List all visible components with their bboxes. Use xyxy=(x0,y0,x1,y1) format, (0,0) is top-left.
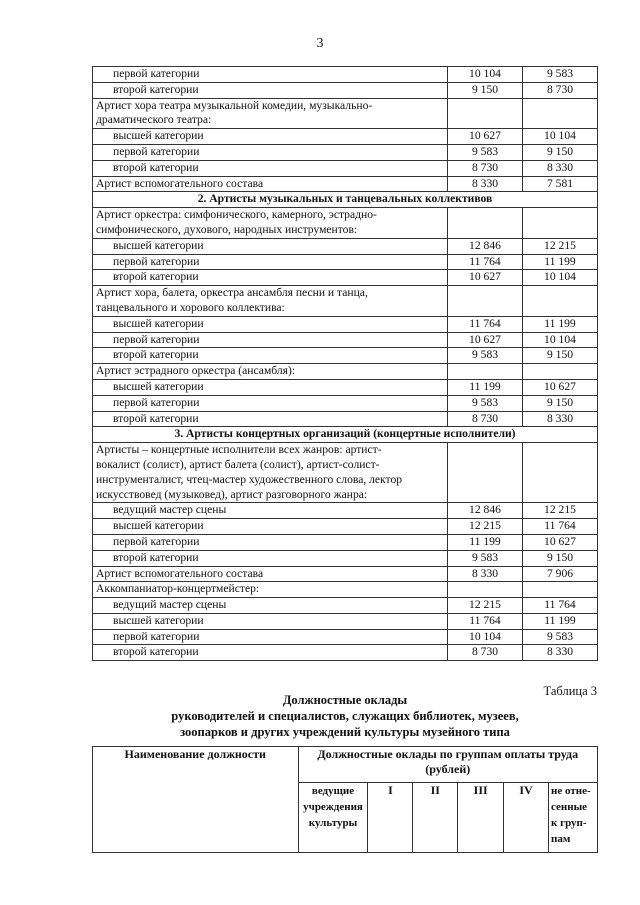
position-name: Артисты – концертные исполнители всех жанров: артист- вокалист (солист), артист балета (солист), артист-солист- инструменталист, чтец-мастер художественного слова, лектор искусствовед (музыковед), артист разговорного жанра: xyxy=(93,443,448,503)
table-row xyxy=(93,503,598,519)
table-row xyxy=(93,395,598,411)
header-unassigned: не отне-сенные к груп-пам xyxy=(549,783,598,853)
table-row xyxy=(93,67,598,83)
salary-value-col1: 12 846 xyxy=(448,238,523,254)
header-group-3: III xyxy=(458,783,504,853)
salary-value-col2: 8 730 xyxy=(523,82,598,98)
table-row xyxy=(93,364,598,380)
header-position-name: Наименование должности xyxy=(93,747,299,853)
salary-value-col2 xyxy=(523,582,598,598)
salary-value-col1: 11 199 xyxy=(448,534,523,550)
position-name: Артист хора, балета, оркестра ансамбля песни и танца, танцевального и хорового коллектива: xyxy=(93,286,448,317)
header-group-2: II xyxy=(413,783,458,853)
salary-value-col1: 9 583 xyxy=(448,144,523,160)
table-title: Должностные оклады руководителей и специалистов, служащих библиотек, музеев, зоопарков и других учреждений культуры музейного типа xyxy=(171,693,519,739)
position-name: первой категории xyxy=(93,395,448,411)
position-name: второй категории xyxy=(93,411,448,427)
table-row xyxy=(93,534,598,550)
salary-value-col1: 11 764 xyxy=(448,613,523,629)
position-name: Артист хора театра музыкальной комедии, музыкально- драматического театра: xyxy=(93,98,448,129)
table-row xyxy=(93,443,598,503)
salary-value-col2: 9 583 xyxy=(523,629,598,645)
salary-value-col2: 11 199 xyxy=(523,316,598,332)
table-row xyxy=(93,286,598,317)
position-name: Артист вспомогательного состава xyxy=(93,176,448,192)
table-label: Таблица 3 xyxy=(543,684,597,698)
salary-value-col2: 8 330 xyxy=(523,411,598,427)
salary-value-col1: 10 104 xyxy=(448,67,523,83)
salary-value-col1 xyxy=(448,364,523,380)
table-row xyxy=(93,645,598,661)
salary-value-col1: 8 330 xyxy=(448,176,523,192)
salary-value-col2: 10 104 xyxy=(523,270,598,286)
position-name: Аккомпаниатор-концертмейстер: xyxy=(93,582,448,598)
header-leading-institutions: ведущие учреждения культуры xyxy=(298,783,368,853)
section-header-row xyxy=(93,192,598,208)
position-name: высшей категории xyxy=(93,316,448,332)
position-name: второй категории xyxy=(93,348,448,364)
position-name: высшей категории xyxy=(93,613,448,629)
position-name: ведущий мастер сцены xyxy=(93,503,448,519)
table-row xyxy=(93,379,598,395)
salary-value-col1: 9 583 xyxy=(448,550,523,566)
salary-value-col1: 11 199 xyxy=(448,379,523,395)
table-row xyxy=(93,316,598,332)
salary-value-col2: 10 104 xyxy=(523,332,598,348)
salary-value-col1: 8 730 xyxy=(448,160,523,176)
table-row xyxy=(93,176,598,192)
salary-value-col1: 11 764 xyxy=(448,254,523,270)
table-row xyxy=(93,238,598,254)
position-name: высшей категории xyxy=(93,129,448,145)
salary-value-col2: 9 150 xyxy=(523,550,598,566)
position-name: первой категории xyxy=(93,254,448,270)
salary-table-continued xyxy=(92,66,598,661)
position-name: первой категории xyxy=(93,629,448,645)
salary-value-col2: 7 581 xyxy=(523,176,598,192)
salary-value-col1: 9 150 xyxy=(448,82,523,98)
salary-value-col1: 10 627 xyxy=(448,129,523,145)
salary-value-col1 xyxy=(448,98,523,129)
section-title: 2. Артисты музыкальных и танцевальных коллективов xyxy=(93,192,598,208)
salary-table-3-header xyxy=(92,746,598,853)
salary-value-col1: 8 730 xyxy=(448,411,523,427)
position-name: второй категории xyxy=(93,645,448,661)
table-row xyxy=(93,582,598,598)
position-name: первой категории xyxy=(93,144,448,160)
salary-value-col2: 10 627 xyxy=(523,534,598,550)
table-row xyxy=(93,519,598,535)
position-name: высшей категории xyxy=(93,238,448,254)
salary-value-col2: 10 104 xyxy=(523,129,598,145)
salary-value-col2 xyxy=(523,208,598,239)
position-name: высшей категории xyxy=(93,519,448,535)
position-name: первой категории xyxy=(93,67,448,83)
table-row xyxy=(93,550,598,566)
salary-value-col2: 9 150 xyxy=(523,395,598,411)
salary-value-col1: 9 583 xyxy=(448,395,523,411)
table-row xyxy=(93,613,598,629)
salary-value-col2 xyxy=(523,98,598,129)
table-row xyxy=(93,332,598,348)
salary-value-col1: 12 846 xyxy=(448,503,523,519)
table-row xyxy=(93,160,598,176)
table-row xyxy=(93,629,598,645)
table-row xyxy=(93,598,598,614)
table-row xyxy=(93,566,598,582)
salary-value-col2: 7 906 xyxy=(523,566,598,582)
salary-value-col1: 12 215 xyxy=(448,598,523,614)
position-name: Артист вспомогательного состава xyxy=(93,566,448,582)
header-group-1: I xyxy=(368,783,413,853)
table-row xyxy=(93,144,598,160)
position-name: первой категории xyxy=(93,332,448,348)
salary-value-col1: 10 627 xyxy=(448,332,523,348)
salary-value-col2: 11 764 xyxy=(523,598,598,614)
salary-value-col1 xyxy=(448,582,523,598)
salary-value-col2: 12 215 xyxy=(523,503,598,519)
salary-value-col2 xyxy=(523,443,598,503)
salary-value-col2 xyxy=(523,286,598,317)
salary-value-col1 xyxy=(448,208,523,239)
salary-value-col2: 10 627 xyxy=(523,379,598,395)
salary-value-col2: 9 150 xyxy=(523,144,598,160)
salary-value-col1: 11 764 xyxy=(448,316,523,332)
salary-value-col1: 12 215 xyxy=(448,519,523,535)
salary-value-col2: 11 764 xyxy=(523,519,598,535)
salary-value-col2: 11 199 xyxy=(523,613,598,629)
table-row xyxy=(93,98,598,129)
position-name: второй категории xyxy=(93,82,448,98)
table-row xyxy=(93,208,598,239)
table-row xyxy=(93,82,598,98)
salary-value-col1 xyxy=(448,443,523,503)
salary-value-col1 xyxy=(448,286,523,317)
section-title: 3. Артисты концертных организаций (концертные исполнители) xyxy=(93,427,598,443)
position-name: второй категории xyxy=(93,550,448,566)
salary-value-col1: 8 330 xyxy=(448,566,523,582)
salary-value-col1: 9 583 xyxy=(448,348,523,364)
header-salary-groups: Должностные оклады по группам оплаты труда (рублей) xyxy=(298,747,597,783)
section-header-row xyxy=(93,427,598,443)
salary-value-col2: 11 199 xyxy=(523,254,598,270)
salary-value-col1: 10 104 xyxy=(448,629,523,645)
salary-value-col2 xyxy=(523,364,598,380)
position-name: второй категории xyxy=(93,270,448,286)
table-row xyxy=(93,129,598,145)
position-name: первой категории xyxy=(93,534,448,550)
position-name: второй категории xyxy=(93,160,448,176)
position-name: Артист эстрадного оркестра (ансамбля): xyxy=(93,364,448,380)
salary-value-col2: 12 215 xyxy=(523,238,598,254)
table-row xyxy=(93,348,598,364)
position-name: высшей категории xyxy=(93,379,448,395)
table-row xyxy=(93,254,598,270)
page-number: 3 xyxy=(316,36,324,51)
position-name: ведущий мастер сцены xyxy=(93,598,448,614)
table-row xyxy=(93,270,598,286)
table-row xyxy=(93,411,598,427)
position-name: Артист оркестра: симфонического, камерного, эстрадно- симфонического, духового, народных инструментов: xyxy=(93,208,448,239)
salary-value-col2: 9 150 xyxy=(523,348,598,364)
header-group-4: IV xyxy=(504,783,549,853)
salary-value-col1: 8 730 xyxy=(448,645,523,661)
salary-value-col2: 8 330 xyxy=(523,160,598,176)
salary-value-col2: 8 330 xyxy=(523,645,598,661)
salary-value-col2: 9 583 xyxy=(523,67,598,83)
salary-value-col1: 10 627 xyxy=(448,270,523,286)
